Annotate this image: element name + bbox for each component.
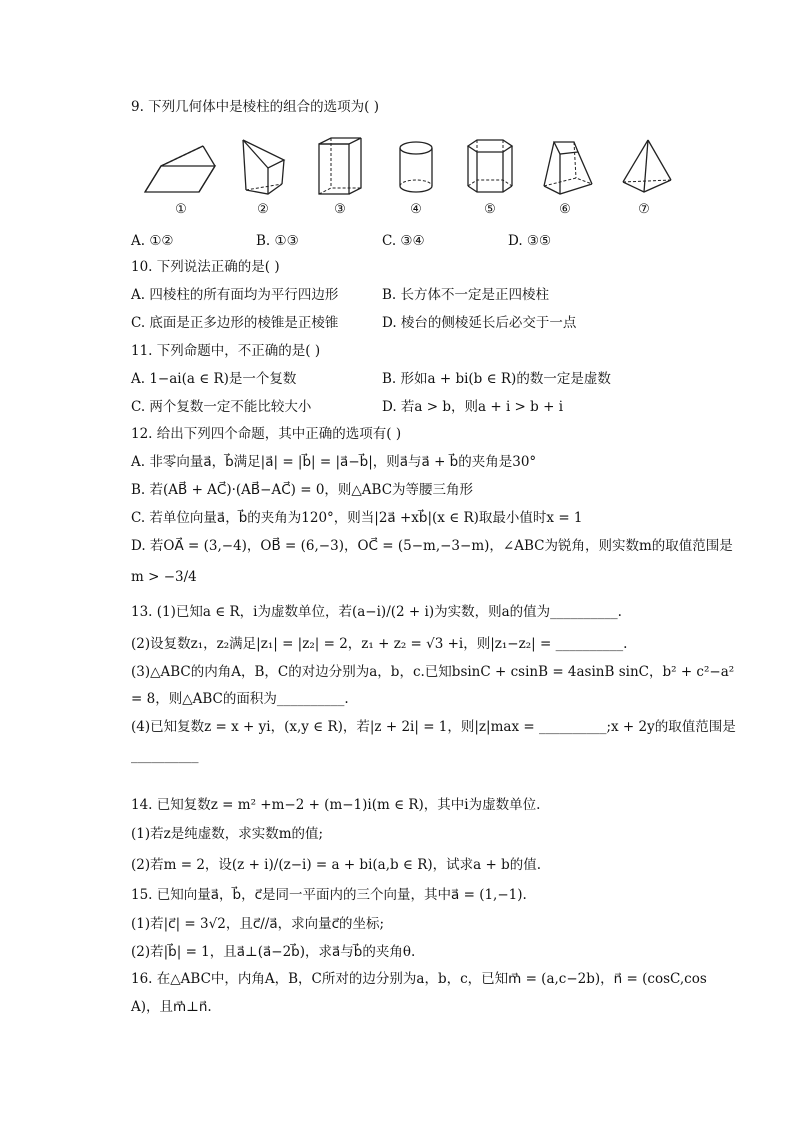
figure-1-triangular-prism: [143, 136, 219, 198]
figure-6-frustum: [540, 136, 596, 198]
q10-option-d: D. 棱台的侧棱延长后必交于一点: [382, 315, 577, 331]
q12-option-c: C. 若单位向量a⃗，b⃗的夹角为120°，则当|2a⃗ +xb⃗|(x ∈ R)取最小值时x = 1: [131, 510, 583, 526]
q10-option-c: C. 底面是正多边形的棱锥是正棱锥: [131, 315, 339, 331]
solid-figures-row: [135, 136, 695, 222]
q11-option-d: D. 若a > b，则a + i > b + i: [382, 399, 564, 415]
q11-option-a: A. 1−ai(a ∈ R)是一个复数: [131, 371, 297, 387]
figure-4-label: ④: [410, 202, 422, 217]
question-16-cont: A)，且m⃗⊥n⃗.: [131, 999, 212, 1015]
question-13-part-3: (3)△ABC的内角A，B，C的对边分别为a，b，c.已知bsinC + csinB = 4asinB sinC，b² + c²−a²: [131, 664, 735, 680]
figure-5-label: ⑤: [484, 202, 496, 217]
question-12: 12. 给出下列四个命题，其中正确的选项有( ): [131, 426, 402, 442]
q10-option-b: B. 长方体不一定是正四棱柱: [382, 287, 550, 303]
question-14-part-1: (1)若z是纯虚数，求实数m的值;: [131, 826, 324, 842]
figure-7-label: ⑦: [638, 202, 650, 217]
q12-option-b: B. 若(AB⃗ + AC⃗)·(AB⃗−AC⃗) = 0，则△ABC为等腰三角形: [131, 482, 474, 498]
question-15: 15. 已知向量a⃗，b⃗，c⃗是同一平面内的三个向量，其中a⃗ = (1,−1).: [131, 887, 527, 903]
question-14-part-2: (2)若m = 2，设(z + i)/(z−i) = a + bi(a,b ∈ R)，试求a + b的值.: [131, 857, 542, 873]
question-9: 9. 下列几何体中是棱柱的组合的选项为( ): [131, 99, 379, 115]
figure-2-prism: [238, 136, 288, 198]
q11-option-b: B. 形如a + bi(b ∈ R)的数一定是虚数: [382, 371, 611, 387]
q11-option-c: C. 两个复数一定不能比较大小: [131, 399, 312, 415]
q12-option-d-cont: m > −3/4: [131, 569, 197, 585]
q9-option-b: B. ①③: [256, 233, 299, 249]
q9-option-c: C. ③④: [382, 233, 425, 249]
question-15-part-2: (2)若|b⃗| = 1，且a⃗⊥(a⃗−2b⃗)，求a⃗与b⃗的夹角θ.: [131, 944, 416, 960]
question-16: 16. 在△ABC中，内角A，B，C所对的边分别为a，b，c，已知m⃗ = (a,c−2b)，n⃗ = (cosC,cos: [131, 971, 707, 987]
question-15-part-1: (1)若|c⃗| = 3√2，且c⃗//a⃗，求向量c⃗的坐标;: [131, 916, 385, 932]
question-13-part-1: 13. (1)已知a ∈ R，i为虚数单位，若(a−i)/(2 + i)为实数，则a的值为__________.: [131, 604, 622, 620]
question-13-part-2: (2)设复数z₁，z₂满足|z₁| = |z₂| = 2，z₁ + z₂ = √3 +i，则|z₁−z₂| = __________.: [131, 636, 628, 652]
q12-option-d: D. 若OA⃗ = (3,−4)，OB⃗ = (6,−3)，OC⃗ = (5−m,−3−m)，∠ABC为锐角，则实数m的取值范围是: [131, 538, 733, 554]
q12-option-a: A. 非零向量a⃗，b⃗满足|a⃗| = |b⃗| = |a⃗−b⃗|，则a⃗与a⃗ + b⃗的夹角是30°: [131, 454, 537, 470]
question-13-part-3-cont: = 8，则△ABC的面积为__________.: [131, 691, 349, 707]
figure-5-hexagonal-prism: [465, 136, 515, 198]
q10-option-a: A. 四棱柱的所有面均为平行四边形: [131, 287, 339, 303]
figure-4-cylinder: [397, 136, 435, 198]
q9-option-d: D. ③⑤: [508, 233, 552, 249]
figure-1-label: ①: [175, 202, 187, 217]
figure-7-pyramid: [620, 136, 674, 198]
question-13-part-4: (4)已知复数z = x + yi，(x,y ∈ R)，若|z + 2i| = 1，则|z|max = __________;x + 2y的取值范围是: [131, 719, 736, 735]
figure-2-label: ②: [257, 202, 269, 217]
question-14: 14. 已知复数z = m² +m−2 + (m−1)i(m ∈ R)，其中i为虚数单位.: [131, 797, 541, 813]
figure-3-label: ③: [334, 202, 346, 217]
question-10: 10. 下列说法正确的是( ): [131, 259, 280, 275]
figure-6-label: ⑥: [559, 202, 571, 217]
q9-option-a: A. ①②: [131, 233, 174, 249]
figure-3-cuboid: [317, 136, 363, 198]
question-13-part-4-cont: __________: [131, 748, 199, 764]
question-11: 11. 下列命题中，不正确的是( ): [131, 343, 321, 359]
